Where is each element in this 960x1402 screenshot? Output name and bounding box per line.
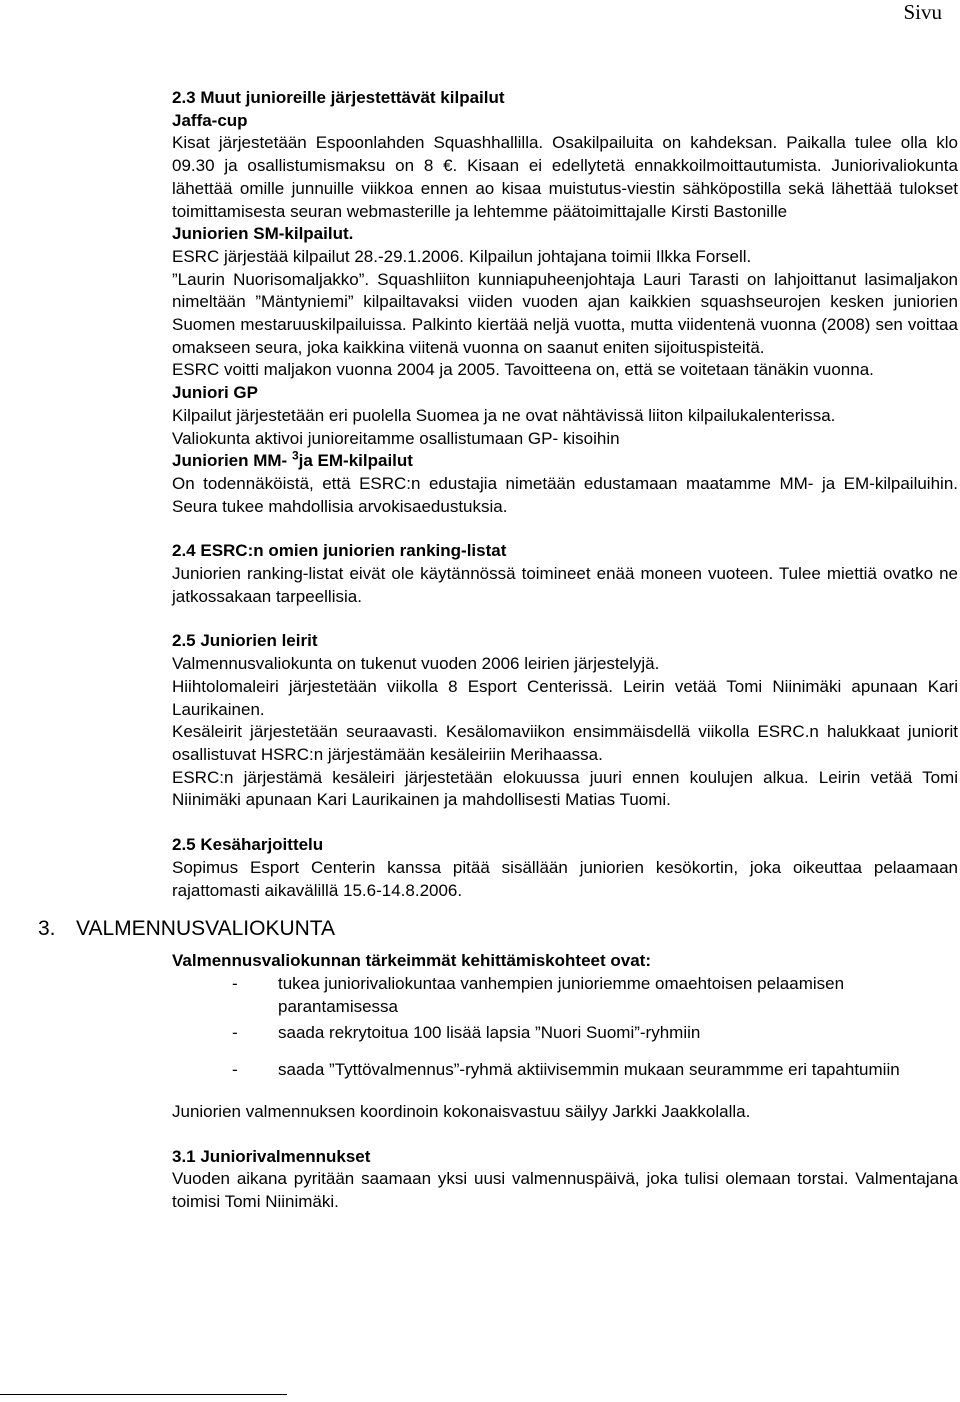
section-3-1-paragraph: Vuoden aikana pyritään saamaan yksi uusi valmennuspäivä, joka tulisi olemaan torstai. Valmentajana toimisi Tomi Niinimäki. <box>172 1169 958 1212</box>
list-item <box>172 1053 958 1087</box>
leirit-paragraph-2: Hiihtolomaleiri järjestetään viikolla 8 Esport Centerissä. Leirin vetää Tomi Niinimäki apunaan Kari Laurikainen. <box>172 676 958 719</box>
document-body <box>38 87 958 1214</box>
esrc-paragraph: ESRC voitti maljakon vuonna 2004 ja 2005. Tavoitteena on, että se voitetaan tänäkin vuonna. <box>172 360 874 380</box>
jaffa-cup-paragraph: Kisat järjestetään Espoonlahden Squashhallilla. Osakilpailuita on kahdeksan. Paikalla tulee olla klo 09.30 ja osallistumismaksu on 8 €. Kisaan ei edellytetä ennakkoilmoittautumista. Juniorivaliokunta lähettää omille junnuille viikkoa ennen ao kisaa muistutus-viestin sähköpostilla sekä lähettää tulokset toimittamisesta seuran webmasterille ja lehtemme päätoimittajalle Kirsti Bastonille <box>172 133 958 221</box>
leirit-paragraph-1: Valmennusvaliokunta on tukenut vuoden 2006 leirien järjestelyjä. <box>172 654 660 674</box>
section-2-3-heading: 2.3 Muut junioreille järjestettävät kilpailut <box>172 88 505 107</box>
chapter-number: 3. <box>38 917 56 941</box>
valmennus-intro: Valmennusvaliokunnan tärkeimmät kehittämiskohteet ovat: <box>172 951 651 971</box>
dash-marker: - <box>232 973 238 993</box>
chapter-title: VALMENNUSVALIOKUNTA <box>76 917 336 941</box>
footnote-ref: 3 <box>291 448 299 463</box>
mm-em-paragraph: On todennäköistä, että ESRC:n edustajia nimetään edustamaan maatamme MM- ja EM-kilpailuihin. Seura tukee mahdollisia arvokisaedustuksia. <box>172 473 958 516</box>
section-2-5-kesa-heading: 2.5 Kesäharjoittelu <box>172 835 324 855</box>
sm-kilpailut-title: Juniorien SM-kilpailut. <box>172 224 354 244</box>
section-2-4-paragraph: Juniorien ranking-listat eivät ole käytännössä toimineet enää moneen vuoteen. Tulee miettiä ovatko ne jatkossakaan tarpeellisia. <box>172 564 958 606</box>
mm-em-title <box>172 450 958 473</box>
dash-marker: - <box>232 1023 238 1043</box>
leirit-paragraph-3: Kesäleirit järjestetään seuraavasti. Kesälomaviikon ensimmäisdellä viikolla ESRC.n halukkaat juniorit osallistuvat HSRC:n järjestämään kesäleiriin Merihaassa. <box>172 722 958 764</box>
list-item-text: saada rekrytoitua 100 lisää lapsia ”Nuori Suomi”-ryhmiin <box>278 1023 701 1043</box>
list-item-text: saada ”Tyttövalmennus”-ryhmä aktiivisemmin mukaan seurammme eri tapahtumiin <box>278 1060 900 1080</box>
juniori-gp-line-1: Kilpailut järjestetään eri puolella Suomea ja ne ovat nähtävissä liiton kilpailukalenterissa. <box>172 405 836 425</box>
chapter-3-heading <box>38 914 958 944</box>
leirit-paragraph-4: ESRC:n järjestämä kesäleiri järjestetään elokuussa juuri ennen koulujen alkua. Leirin vetää Tomi Niinimäki apunaan Kari Laurikainen ja mahdollisesti Matias Tuomi. <box>172 767 958 810</box>
mm-em-title-a: Juniorien MM- <box>172 451 292 471</box>
list-item-text: tukea juniorivaliokuntaa vanhempien junioriemme omaehtoisen pelaamisen parantamisessa <box>278 973 845 1016</box>
juniori-gp-line-2: Valiokunta aktivoi junioreitamme osallistumaan GP- kisoihin <box>172 428 620 448</box>
kesaharjoittelu-paragraph: Sopimus Esport Centerin kanssa pitää sisällään juniorien kesökortin, joka oikeuttaa pelaamaan rajattomasti aikavälillä 15.6-14.8.2006. <box>172 857 958 900</box>
koordinointi-paragraph: Juniorien valmennuksen koordinoin kokonaisvastuu säilyy Jarkki Jaakkolalla. <box>172 1102 751 1122</box>
list-item <box>172 973 958 1018</box>
laurin-paragraph: ”Laurin Nuorisomaljakko”. Squashliiton kunniapuheenjohtaja Lauri Tarasti on lahjoittanut lasimaljakon nimeltään ”Mäntyniemi” kilpailtavaksi viiden vuoden ajan kaikkien squashseurojen kesken juniorien Suomen mestaruuskilpailuissa. Palkinto kiertää neljä vuotta, mutta viidentenä vuonna (2008) sen voittaa omakseen seura, joka kaikkina viitenä vuonna on saanut eniten sijoituspisteitä. <box>172 269 958 357</box>
page-header-label: Sivu <box>903 0 942 24</box>
list-item <box>172 1022 958 1045</box>
valmennus-bullet-list <box>172 973 958 1087</box>
section-3-1-heading: 3.1 Juniorivalmennukset <box>172 1146 371 1166</box>
section-2-4-heading: 2.4 ESRC:n omien juniorien ranking-listat <box>172 541 507 561</box>
juniori-gp-title: Juniori GP <box>172 383 258 403</box>
footnote-separator <box>0 1394 287 1395</box>
section-2-5-leirit-heading: 2.5 Juniorien leirit <box>172 631 318 651</box>
dash-marker: - <box>232 1060 238 1080</box>
mm-em-title-b: ja EM-kilpailut <box>298 451 413 471</box>
jaffa-cup-title: Jaffa-cup <box>172 110 248 130</box>
sm-kilpailut-paragraph: ESRC järjestää kilpailut 28.-29.1.2006. Kilpailun johtajana toimii Ilkka Forsell. <box>172 246 752 266</box>
